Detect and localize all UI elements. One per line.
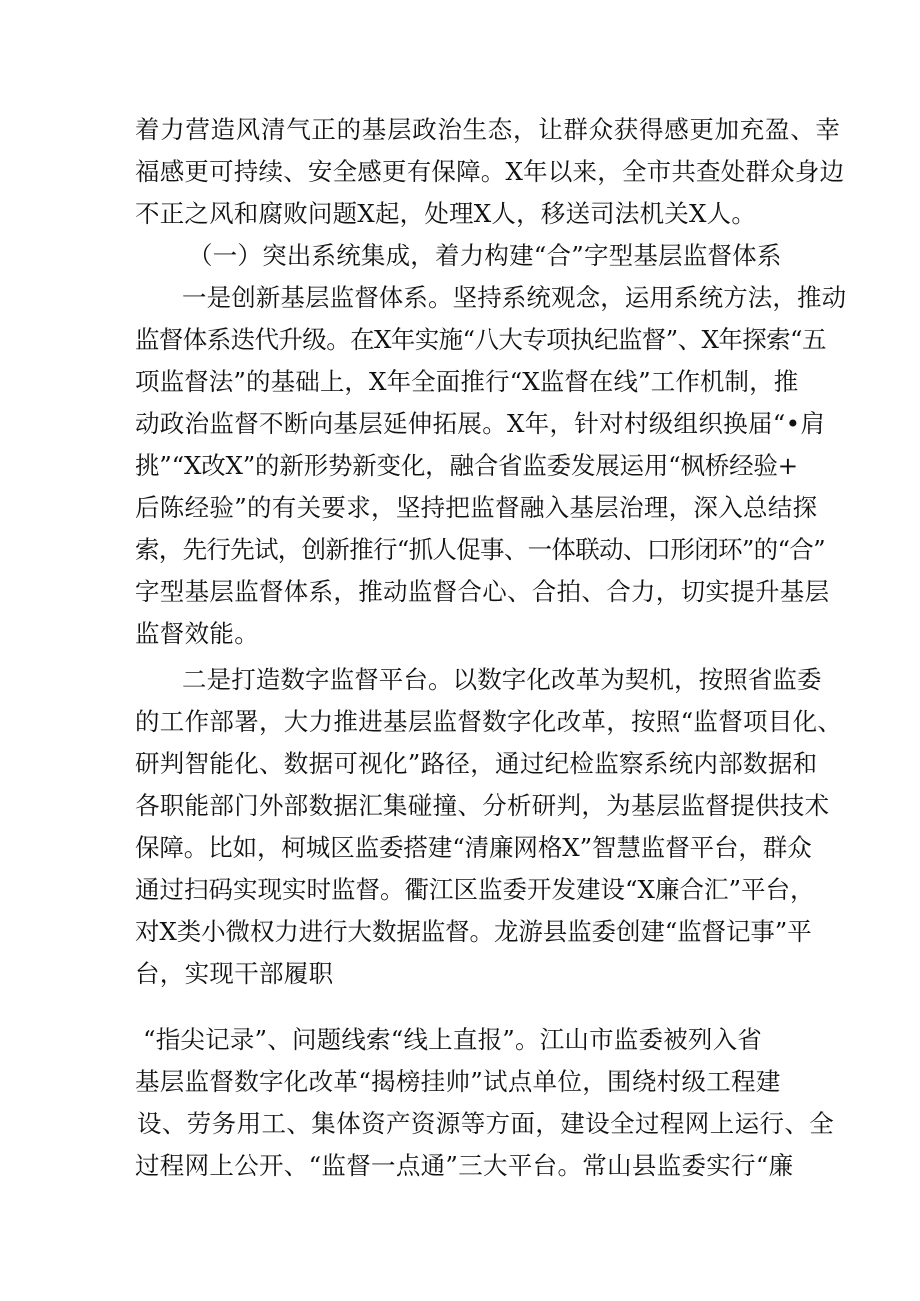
- section-heading: （一）突出系统集成，着力构建“合”字型基层监督体系: [188, 241, 782, 270]
- text-line: 台，实现干部履职: [135, 959, 334, 988]
- text-line: 研判智能化、数据可视化”路径，通过纪检监察系统内部数据和: [135, 749, 818, 778]
- text-line: 各职能部门外部数据汇集碰撞、分析研判，为基层监督提供技术: [135, 791, 830, 820]
- text-line: 后陈经验”的有关要求，坚持把监督融入基层治理，深入总结探: [135, 493, 818, 522]
- text-line: 动政治监督不断向基层延伸拓展。X年，针对村级组织换届“•肩: [135, 409, 826, 438]
- text-line: 监督体系迭代升级。在X年实施“八大专项执纪监督”、X年探索“五: [135, 325, 826, 354]
- text-line: 通过扫码实现实时监督。衢江区监委开发建设“X廉合汇”平台，: [135, 875, 815, 904]
- text-line: 不正之风和腐败问题X起，处理X人，移送司法机关X人。: [135, 199, 757, 228]
- text-line: 字型基层监督体系，推动监督合心、合拍、合力，切实提升基层: [135, 577, 830, 606]
- text-line: 一是创新基层监督体系。坚持系统观念，运用系统方法，推动: [182, 283, 847, 312]
- text-line: 设、劳务用工、集体资产资源等方面，建设全过程网上运行、全: [137, 1109, 835, 1138]
- text-line: 索，先行先试，创新推行“抓人促事、一体联动、口形闭环”的“合”: [135, 535, 825, 564]
- text-line: 的工作部署，大力推进基层监督数字化改革，按照“监督项目化、: [135, 707, 843, 736]
- text-line: 监督效能。: [135, 619, 259, 648]
- text-line: 着力营造风清气正的基层政治生态，让群众获得感更加充盈、幸: [135, 115, 841, 144]
- text-line: 二是打造数字监督平台。以数字化改革为契机，按照省监委: [182, 665, 822, 694]
- text-line: 项监督法”的基础上，X年全面推行“X监督在线”工作机制，推: [135, 367, 799, 396]
- text-line: 保障。比如，柯城区监委搭建“清廉网格X”智慧监督平台，群众: [135, 833, 812, 862]
- text-line: 福感更可持续、安全感更有保障。X年以来，全市共查处群众身边: [135, 157, 845, 186]
- text-line: 基层监督数字化改革“揭榜挂帅”试点单位，围绕村级工程建: [135, 1067, 781, 1096]
- text-line: 挑”“X改X”的新形势新变化，融合省监委发展运用“枫桥经验+: [135, 451, 799, 480]
- text-line: 对X类小微权力进行大数据监督。龙游县监委创建“监督记事”平: [135, 917, 812, 946]
- text-line: 过程网上公开、“监督一点通”三大平台。常山县监委实行“廉: [135, 1151, 794, 1180]
- text-line: “指尖记录”、问题线索“线上直报”。江山市监委被列入省: [143, 1025, 762, 1054]
